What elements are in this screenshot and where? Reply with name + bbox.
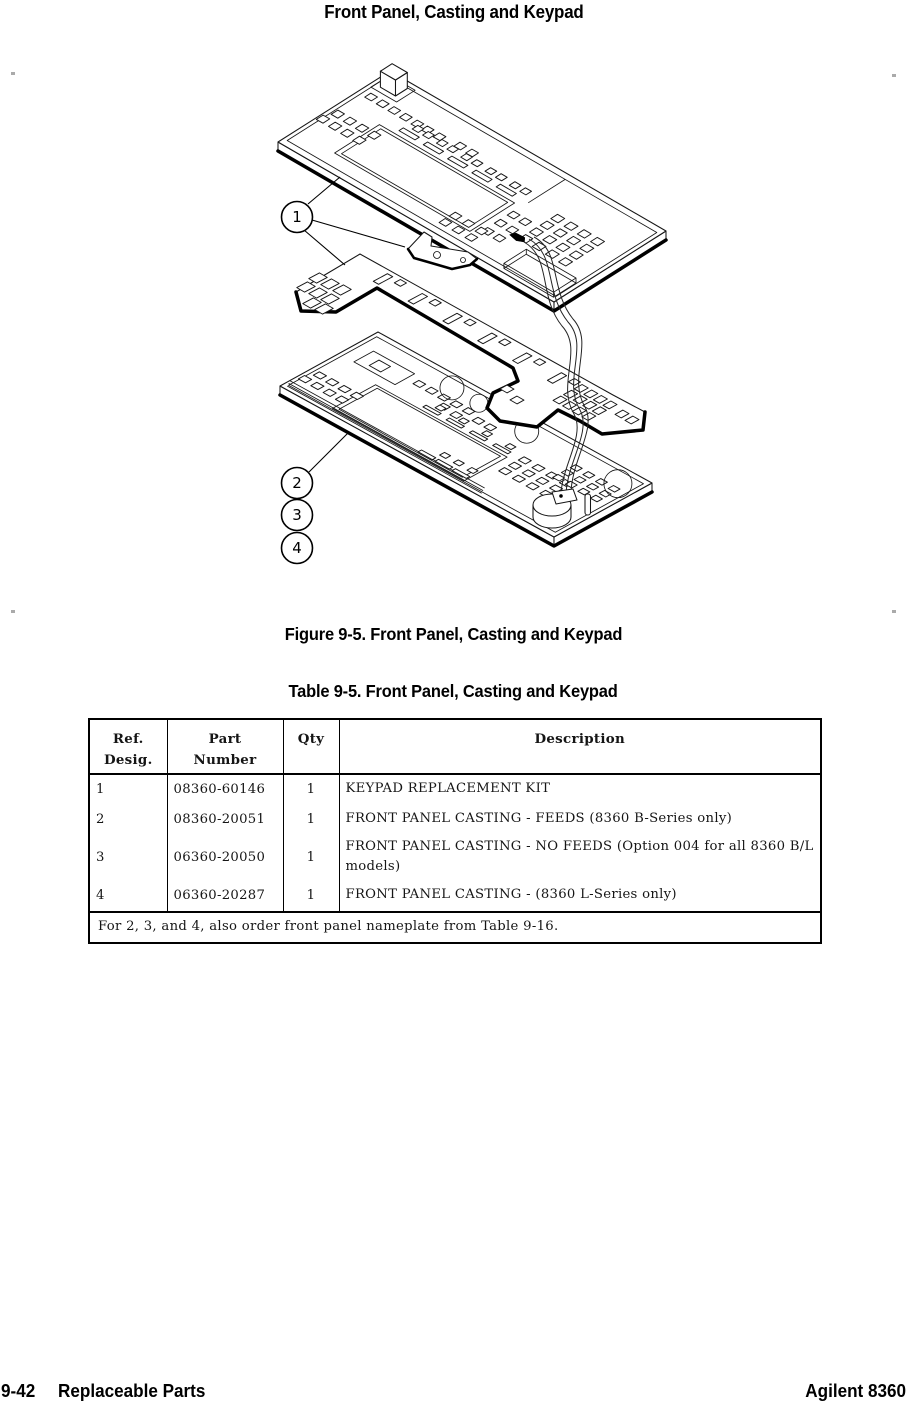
- cell-ref: 3: [89, 835, 167, 881]
- cell-qty: 1: [283, 881, 339, 912]
- table-row: [89, 881, 821, 912]
- cell-ref: 2: [89, 805, 167, 835]
- col-header-description: [339, 719, 821, 774]
- leader-line: [308, 177, 340, 204]
- cell-desc: KEYPAD REPLACEMENT KIT: [345, 781, 551, 797]
- footer-section-title: Replaceable Parts: [58, 1381, 206, 1401]
- table-caption: [0, 681, 907, 702]
- parts-table-body: [89, 774, 821, 912]
- footer-page-number: 9-42: [1, 1381, 36, 1401]
- col-header-line: Desig.: [103, 752, 153, 769]
- col-header-qty: [283, 719, 339, 774]
- cell-qty: 1: [283, 835, 339, 881]
- table-row: [89, 805, 821, 835]
- table-footnote: For 2, 3, and 4, also order front panel nameplate from Table 9-16.: [89, 912, 821, 943]
- callout-1: [282, 202, 313, 233]
- cell-part: 06360-20287: [167, 881, 283, 912]
- technical-drawing: [278, 64, 666, 546]
- callout-4: [282, 533, 313, 564]
- table-header-row: [89, 719, 821, 774]
- callout-2: [282, 468, 313, 499]
- cell-ref: 4: [89, 881, 167, 912]
- col-header-line: Ref.: [112, 731, 144, 747]
- footer-left: [1, 1381, 205, 1402]
- cell-part: 06360-20050: [167, 835, 283, 881]
- leader-line: [304, 230, 345, 265]
- col-header-line: Number: [193, 752, 257, 769]
- callout-label: 3: [292, 506, 302, 524]
- cell-qty: 1: [283, 805, 339, 835]
- parts-table: [88, 718, 822, 944]
- col-header-line: Qty: [297, 731, 325, 747]
- callout-3: [282, 500, 313, 531]
- cell-part: 08360-60146: [167, 774, 283, 805]
- cell-desc: FRONT PANEL CASTING - FEEDS (8360 B-Series only): [345, 811, 733, 827]
- cell-part: 08360-20051: [167, 805, 283, 835]
- cell-qty: 1: [283, 774, 339, 805]
- col-header-line: Description: [534, 731, 626, 747]
- callout-label: 2: [292, 474, 302, 492]
- table-row: [89, 835, 821, 881]
- col-header-ref-desig: [89, 719, 167, 774]
- cell-desc: FRONT PANEL CASTING - NO FEEDS (Option 004 for all 8360 B/L models): [345, 838, 814, 875]
- col-header-part-number: [167, 719, 283, 774]
- registration-dot: [892, 74, 896, 77]
- leader-line: [312, 220, 405, 247]
- leader-line: [309, 432, 349, 472]
- page-footer: [0, 1381, 907, 1403]
- footer-product-name: Agilent 8360: [805, 1381, 906, 1401]
- callout-label: 4: [292, 539, 302, 557]
- figure-caption-text: Figure 9-5. Front Panel, Casting and Keypad: [284, 624, 623, 644]
- table-row: [89, 774, 821, 805]
- table-caption-text: Table 9-5. Front Panel, Casting and Keypad: [288, 681, 619, 701]
- registration-dot: [892, 610, 896, 613]
- page-title-text: Front Panel, Casting and Keypad: [323, 2, 584, 22]
- callout-label: 1: [292, 208, 302, 226]
- col-header-line: Part: [208, 731, 242, 747]
- registration-dot: [11, 72, 15, 75]
- cell-desc: FRONT PANEL CASTING - (8360 L-Series only): [345, 887, 677, 903]
- cell-ref: 1: [89, 774, 167, 805]
- figure-caption: [0, 624, 907, 645]
- exploded-view-figure: [0, 0, 907, 700]
- table-footnote-row: [89, 912, 821, 943]
- registration-dot: [11, 610, 15, 613]
